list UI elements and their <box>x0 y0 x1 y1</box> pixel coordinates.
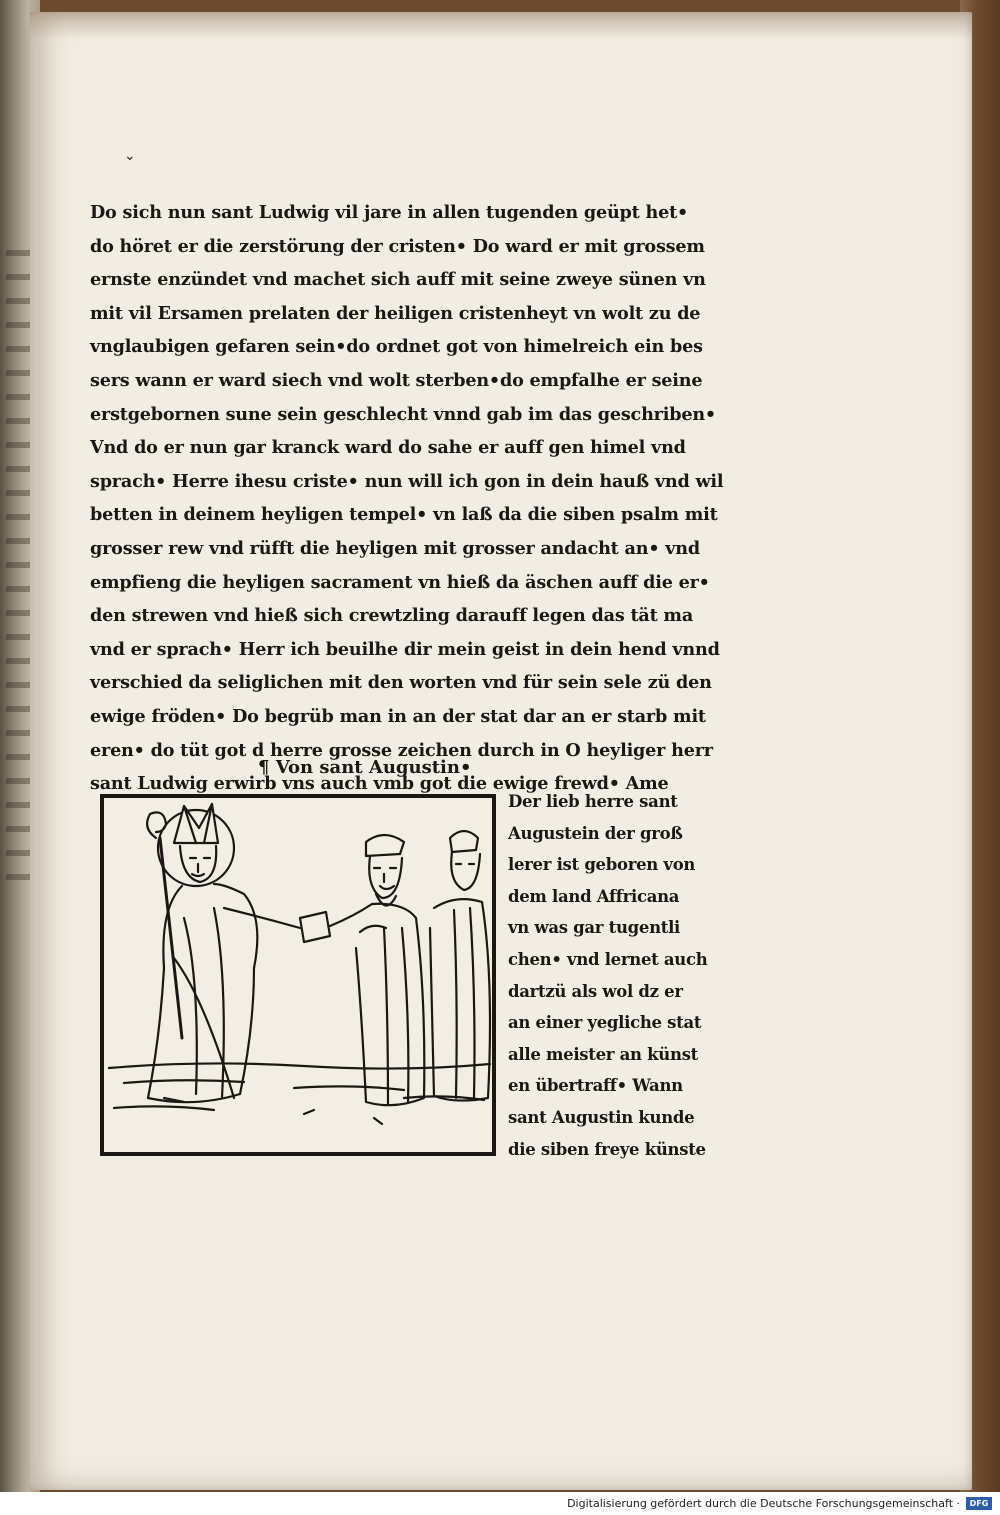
side-text-line: chen• vnd lernet auch <box>508 949 708 969</box>
text-line: vnd er sprach• Herr ich beuilhe dir mein geist in dein hend vnnd <box>90 638 720 660</box>
side-text-line: Augustein der groß <box>508 823 683 843</box>
text-line: ernste enzündet vnd machet sich auff mit seine zweye sünen vn <box>90 269 706 291</box>
text-line: ewige fröden• Do begrüb man in an der stat dar an er starb mit <box>90 705 706 727</box>
text-line: eren• do tüt got d herre grosse zeichen durch in O heyliger herr <box>90 739 713 761</box>
footer-bar <box>0 1492 1000 1515</box>
text-line: Vnd do er nun gar kranck ward do sahe er auff gen himel vnd <box>90 437 686 459</box>
woodcut-saints-icon <box>104 798 492 1152</box>
side-text-line: sant Augustin kunde <box>508 1107 695 1127</box>
woodcut-illustration <box>100 794 496 1156</box>
side-text-line: alle meister an künst <box>508 1044 699 1064</box>
ink-mark: ⌄ <box>124 148 136 164</box>
side-text-line: Der lieb herre sant <box>508 792 678 811</box>
text-line: grosser rew vnd rüfft die heyligen mit grosser andacht an• vnd <box>90 537 701 559</box>
side-text-line: lerer ist geboren von <box>508 855 696 875</box>
side-text-line: dem land Affricana <box>508 886 680 906</box>
text-line: den strewen vnd hieß sich crewtzling darauff legen das tät ma <box>90 605 694 627</box>
text-line: vnglaubigen gefaren sein•do ordnet got von himelreich ein bes <box>90 336 703 358</box>
text-line: sant Ludwig erwirb vns auch vmb got die ewige frewd• Ame <box>90 773 669 795</box>
section-heading: ¶ Von sant Augustin• <box>258 757 472 778</box>
side-text-line: dartzü als wol dz er <box>508 981 683 1001</box>
text-line: do höret er die zerstörung der cristen• Do ward er mit grossem <box>90 235 705 257</box>
footer-credit: Digitalisierung gefördert durch die Deutsche Forschungsgemeinschaft · <box>567 1497 960 1510</box>
text-line: verschied da seliglichen mit den worten vnd für sein sele zü den <box>90 672 712 694</box>
dfg-logo-icon: DFG <box>966 1497 992 1510</box>
text-line: sprach• Herre ihesu criste• nun will ich gon in dein hauß vnd wil <box>90 470 724 492</box>
text-line: erstgebornen sune sein geschlecht vnnd gab im das geschriben• <box>90 403 716 425</box>
text-line: Do sich nun sant Ludwig vil jare in allen tugenden geüpt het• <box>90 202 689 223</box>
text-line: mit vil Ersamen prelaten der heiligen cristenheyt vn wolt zu de <box>90 302 701 324</box>
side-text-line: vn was gar tugentli <box>508 918 681 938</box>
main-text-block <box>90 196 724 801</box>
side-text-line: an einer yegliche stat <box>508 1013 702 1033</box>
text-line: betten in deinem heyligen tempel• vn laß da die siben psalm mit <box>90 504 718 526</box>
side-text-block <box>508 786 718 1165</box>
page-top-stain <box>30 12 972 40</box>
text-line: sers wann er ward siech vnd wolt sterben•do empfalhe er seine <box>90 369 703 391</box>
side-text-line: en übertraff• Wann <box>508 1076 683 1096</box>
side-text-line: die siben freye künste <box>508 1139 706 1159</box>
text-line: empfieng die heyligen sacrament vn hieß da äschen auff die er• <box>90 571 710 593</box>
